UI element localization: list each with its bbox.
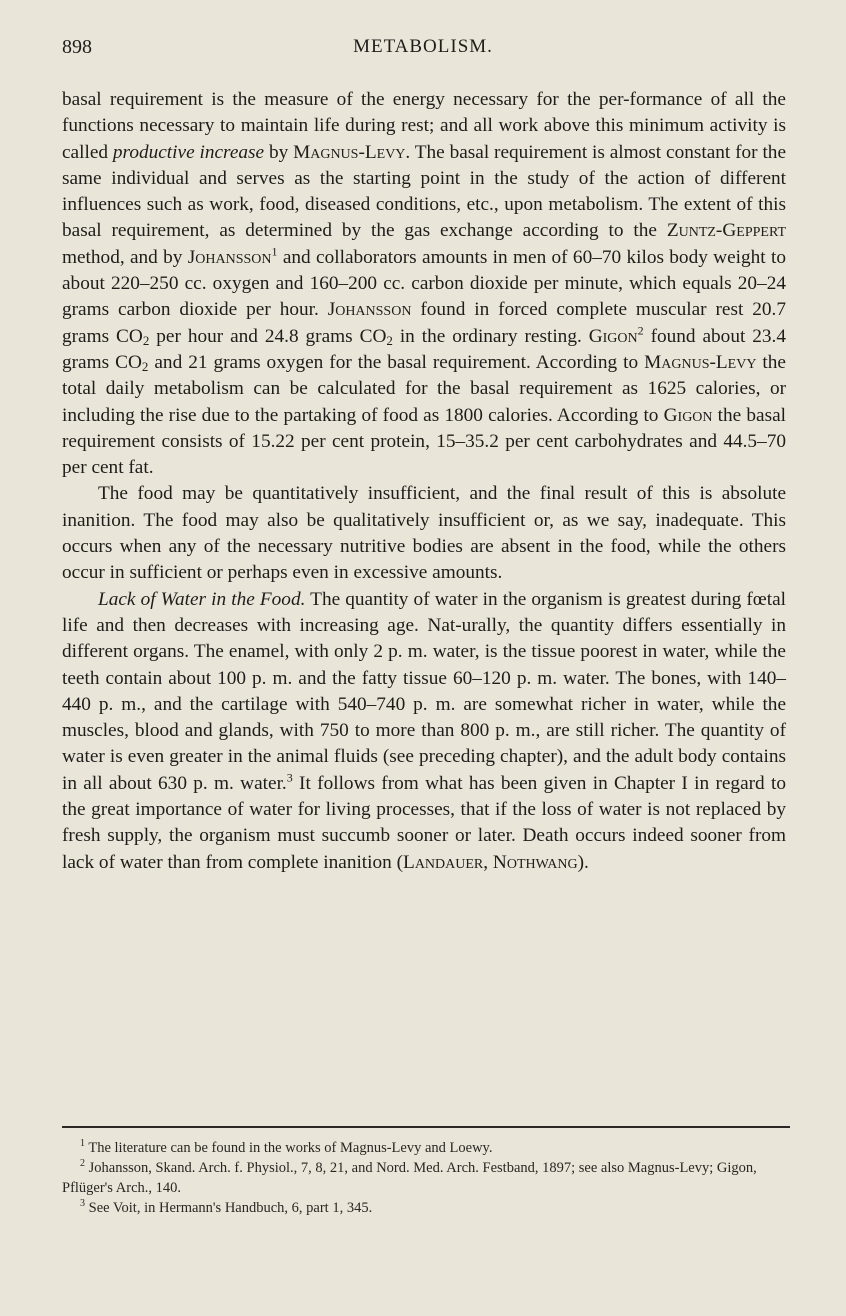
author-name: Magnus-Levy bbox=[644, 351, 757, 373]
footnote-ref[interactable]: 1 bbox=[271, 244, 278, 259]
author-name: Gigon bbox=[663, 404, 713, 426]
author-name: Landauer bbox=[403, 851, 484, 873]
footnote: $^3$ See Voit, in Hermann's Handbuch, 6, part 1, 345. bbox=[80, 1198, 373, 1216]
author-name: Johansson bbox=[327, 299, 412, 321]
footnote: $^2$ Johansson, Skand. Arch. f. Physiol., 7, 8, 21, and Nord. Med. Arch. Festband, 1897; see also Magnus-Levy; Gigon, Pflüger's Arch., 140. bbox=[62, 1158, 757, 1196]
body-text bbox=[62, 87, 786, 876]
footnote: $^1$ The literature can be found in the works of Magnus-Levy and Loewy. bbox=[80, 1138, 493, 1156]
author-name: Johansson bbox=[187, 246, 272, 268]
running-title: METABOLISM. bbox=[353, 36, 493, 57]
author-name: Magnus-Levy bbox=[293, 141, 406, 163]
footnote-divider bbox=[62, 1126, 790, 1128]
paragraph-inanition: The food may be quantitatively insufficient, and the final result of this is absolute inanition. The food may also be qualitatively insufficient or, as we say, inadequate. This occurs when any of the necessary nutritive bodies are absent in the food, while the others occur in sufficient or perhaps even in excessive amounts. bbox=[62, 483, 786, 584]
paragraph-basal-requirement: basal requirement is the measure of the energy necessary for the per-formance of all the functions necessary to maintain life during rest; and all work above this minimum activity is called productive increase by Magnus-Levy. The basal requirement is almost constant for the same individual and serves as the starting point in the study of the action of different influences such as work, food, diseased conditions, etc., upon metabolism. The extent of this basal requirement, as determined by the gas exchange according to the Zuntz-Geppert method, and by Johansson$^1$ and collaborators amounts in men of 60–70 kilos body weight to about 220–250 cc. oxygen and 160–200 cc. carbon dioxide per minute, which equals 20–24 grams carbon dioxide per hour. Johansson found in forced complete muscular rest 20.7 grams $CO_2$ per hour and 24.8 grams $CO_2$ in the ordinary resting. Gigon$^2$ found about 23.4 grams $CO_2$ and 21 grams oxygen for the basal requirement. According to Magnus-Levy the total daily metabolism can be calculated for the basal requirement as 1625 calories, or including the rise due to the partaking of food as 1800 calories. According to Gigon the basal requirement consists of 15.22 per cent protein, 15–35.2 per cent carbohydrates and 44.5–70 per cent fat. bbox=[62, 89, 787, 479]
author-name: Nothwang bbox=[492, 851, 578, 873]
footnotes bbox=[62, 1138, 786, 1218]
running-header bbox=[62, 36, 784, 66]
section-heading: Lack of Water in the Food. bbox=[98, 588, 306, 610]
author-name: Gigon bbox=[588, 325, 638, 347]
footnote-ref[interactable]: 2 bbox=[637, 323, 644, 338]
page-number: 898 bbox=[62, 36, 92, 58]
paragraph-lack-of-water: Lack of Water in the Food. The quantity of water in the organism is greatest during fœtal life and then decreases with increasing age. Nat-urally, the quantity differs essentially in different organs. The enamel, with only 2 p. m. water, is the tissue poorest in water, while the teeth contain about 100 p. m. and the fatty tissue 60–120 p. m. water. The bones, with 140–440 p. m., and the cartilage with 540–740 p. m. are somewhat richer in water, while the muscles, blood and glands, with 750 to more than 800 p. m., are still richer. The quantity of water is even greater in the animal fluids (see preceding chapter), and the adult body contains in all about 630 p. m. water.$^3$ It follows from what has been given in Chapter I in regard to the great importance of water for living processes, that if the loss of water is not replaced by fresh supply, the organism must succumb sooner or later. Death occurs indeed sooner from lack of water than from complete inanition (Landauer, Nothwang). bbox=[62, 588, 786, 873]
author-name: Zuntz-Geppert bbox=[666, 220, 786, 242]
footnote-ref[interactable]: 3 bbox=[286, 770, 293, 785]
